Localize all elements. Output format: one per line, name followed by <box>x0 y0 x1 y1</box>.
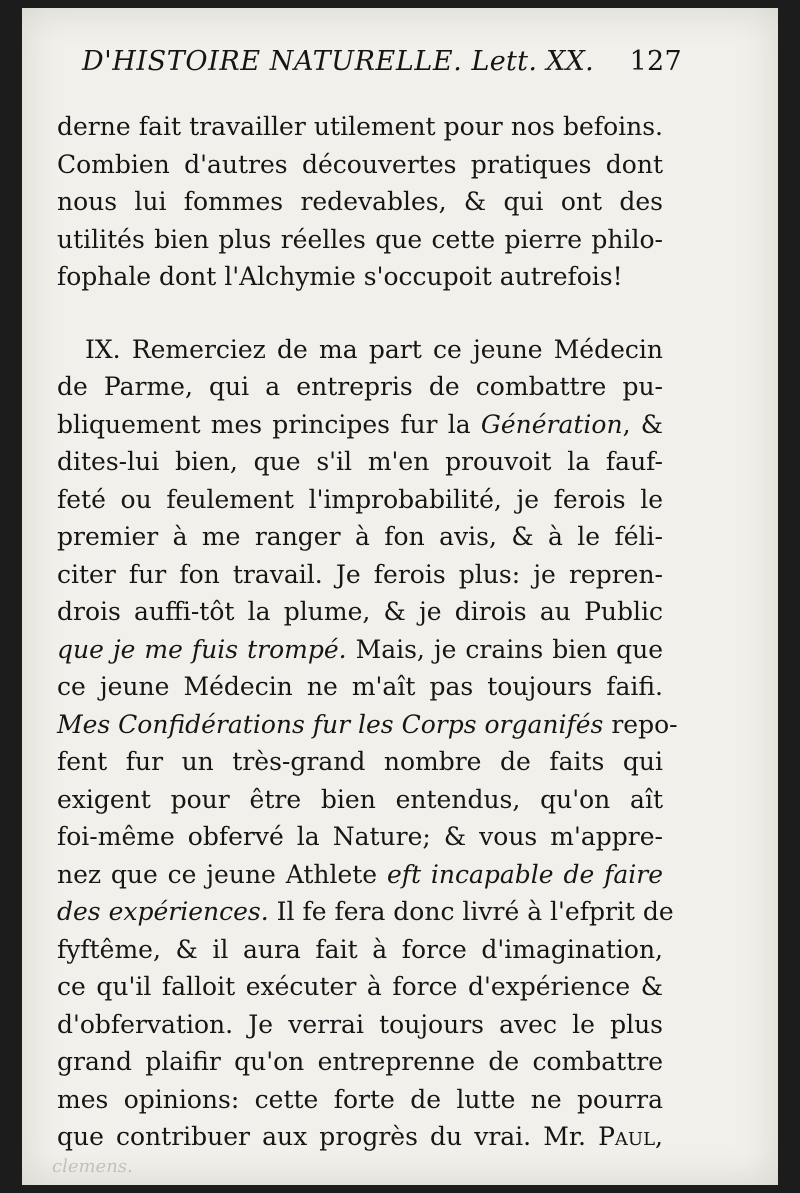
text-line <box>57 743 663 781</box>
text-segment: nous lui fommes redevables, & qui ont des <box>57 187 663 216</box>
body-text <box>57 108 678 1156</box>
text-segment: IX. Remerciez de ma part ce jeune Médecin <box>85 334 663 364</box>
text-line <box>57 818 663 856</box>
text-line <box>57 781 663 819</box>
text-line <box>57 221 663 259</box>
text-segment: drois auffi-tôt la plume, & je dirois au Public <box>57 597 663 626</box>
text-segment: que contribuer aux progrès du vrai. Mr. <box>57 1122 599 1151</box>
text-line <box>57 1118 663 1156</box>
letter-reference: Lett. XX. <box>471 46 595 77</box>
text-line <box>57 856 663 894</box>
text-segment: mes opinions: cette forte de lutte ne pourra <box>57 1084 663 1114</box>
text-segment: derne fait travailler utilement pour nos befoins. <box>57 112 663 141</box>
bleed-through-text: clemens. <box>52 1156 133 1177</box>
text-segment: nez que ce jeune Athlete <box>57 859 387 889</box>
text-line <box>57 406 663 444</box>
text-segment: fyftême, & il aura fait à force d'imagination, <box>57 934 663 964</box>
text-segment: feté ou feulement l'improbabilité, je ferois le <box>57 484 663 514</box>
text-line <box>57 706 678 744</box>
text-line <box>57 183 663 221</box>
text-line <box>57 443 663 481</box>
text-line <box>57 893 674 931</box>
text-line <box>57 1043 663 1081</box>
paragraph <box>57 331 678 1156</box>
text-segment: repo- <box>603 709 678 739</box>
text-segment: Mais, je crains bien que <box>346 634 663 664</box>
running-header <box>82 46 682 77</box>
text-segment: citer fur fon travail. Je ferois plus: je repren- <box>57 559 663 589</box>
text-segment: dites-lui bien, que s'il m'en prouvoit la fauf- <box>57 447 663 476</box>
text-line <box>57 481 663 519</box>
text-segment: utilités bien plus réelles que cette pierre philo- <box>57 224 663 254</box>
text-segment: ce qu'il falloit exécuter à force d'expérience & <box>57 972 663 1001</box>
italic-text: Mes Confidérations fur les Corps organifés <box>57 709 604 739</box>
page-number: 127 <box>629 46 682 77</box>
text-segment: Combien d'autres découvertes pratiques dont <box>57 149 663 179</box>
text-segment: fophale dont l'Alchymie s'occupoit autrefois! <box>57 262 623 291</box>
running-title: D'HISTOIRE NATURELLE. <box>82 46 463 77</box>
text-segment: exigent pour être bien entendus, qu'on aît <box>57 784 663 814</box>
text-segment: , & <box>622 409 663 439</box>
text-line <box>57 108 663 146</box>
text-segment: ce jeune Médecin ne m'aît pas toujours faifi. <box>57 672 663 701</box>
text-segment: de Parme, qui a entrepris de combattre pu- <box>57 372 663 401</box>
text-segment: grand plaifir qu'on entreprenne de combattre <box>57 1047 663 1076</box>
text-line <box>57 593 663 631</box>
text-segment: bliquement mes principes fur la <box>57 409 481 439</box>
text-line <box>57 1081 663 1119</box>
text-line <box>57 258 663 296</box>
text-line <box>57 1006 663 1044</box>
text-segment: Il fe fera donc livré à l'efprit de <box>268 897 674 926</box>
text-line <box>57 368 663 406</box>
text-segment: premier à me ranger à fon avis, & à le féli- <box>57 522 663 551</box>
text-line <box>57 146 663 184</box>
small-caps-text: Paul <box>598 1122 656 1151</box>
italic-text: Génération <box>480 409 623 439</box>
header-right <box>472 46 682 77</box>
text-line <box>57 668 663 706</box>
book-page <box>22 8 778 1185</box>
italic-text: des expériences. <box>57 897 269 926</box>
text-segment: foi-même obfervé la Nature; & vous m'appre- <box>57 822 663 851</box>
text-line <box>57 931 663 969</box>
text-segment: fent fur un très-grand nombre de faits qui <box>57 747 663 776</box>
italic-text: que je me fuis trompé. <box>57 634 347 664</box>
text-line <box>57 518 663 556</box>
italic-text: eft incapable de faire <box>386 859 663 889</box>
text-segment: d'obfervation. Je verrai toujours avec le plus <box>57 1009 663 1039</box>
text-line <box>57 631 663 669</box>
text-line <box>57 968 663 1006</box>
paragraph <box>57 108 663 296</box>
text-segment: , <box>655 1122 663 1151</box>
text-line <box>57 331 663 369</box>
text-line <box>57 556 663 594</box>
